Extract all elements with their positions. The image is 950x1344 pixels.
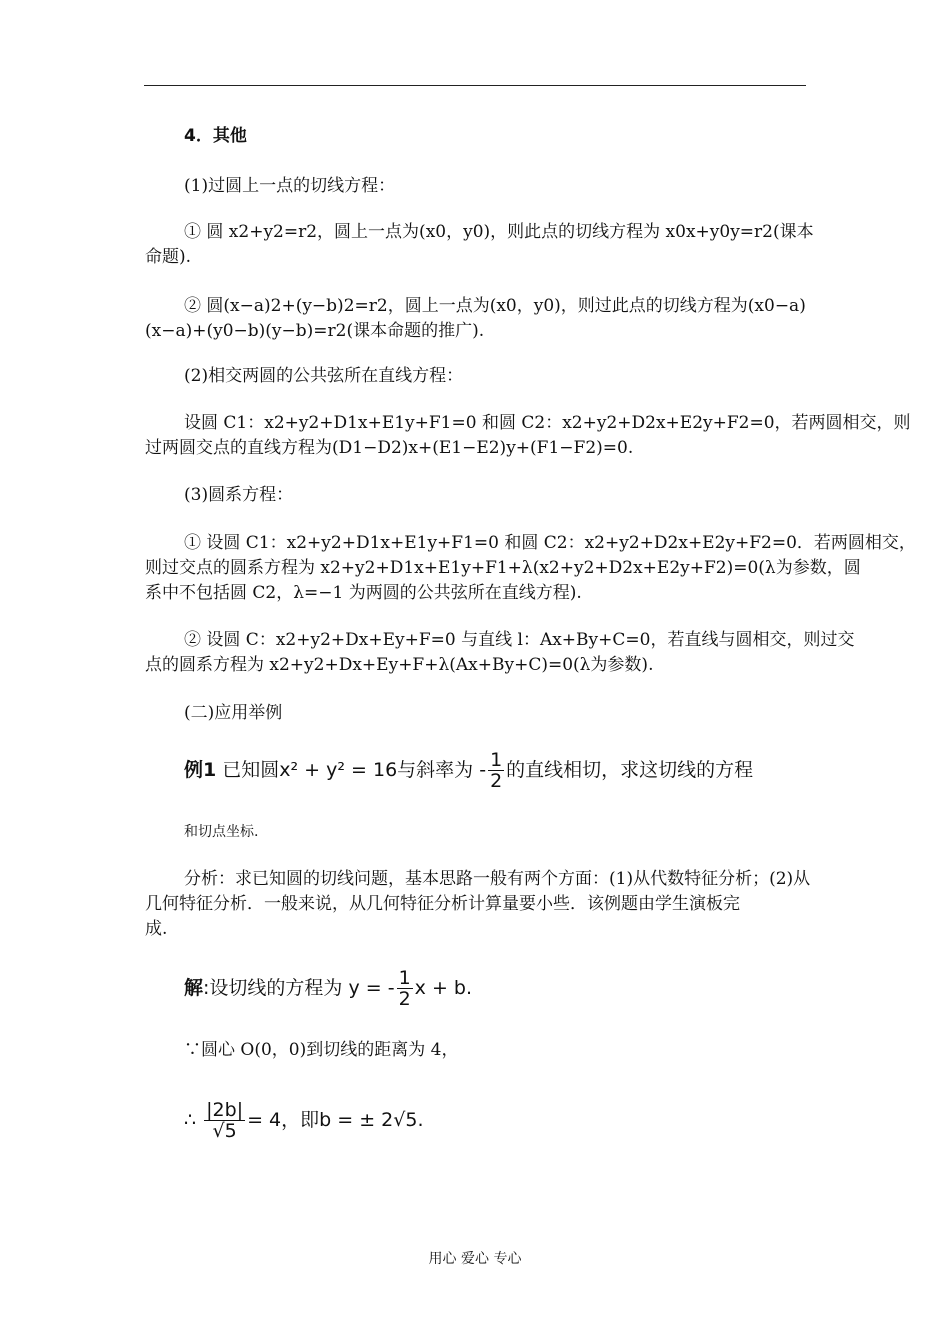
para-4-line-1: ① 设圆 C1：x2+y2+D1x+E1y+F1=0 和圆 C2：x2+y2+D2x+E2y+F2=0．若两圆相交， [184,533,916,553]
para-5-line-2: 点的圆系方程为 x2+y2+Dx+Ey+F+λ(Ax+By+C)=0(λ为参数). [145,655,654,675]
therefore-line [184,1098,846,1142]
subheading-common-chord: (2)相交两圆的公共弦所在直线方程： [184,366,464,386]
example-1 [184,748,846,792]
solution-fraction [397,968,413,1009]
example-text-after: 的直线相切，求这切线的方程 [506,759,754,781]
para-3-line-2: 过两圆交点的直线方程为(D1−D2)x+(E1−E2)y+(F1−F2)=0. [145,438,634,458]
example-fraction-numerator: 1 [490,749,503,771]
para-4-line-2: 则过交点的圆系方程为 x2+y2+D1x+E1y+F1+λ(x2+y2+D2x+E2y+F2)=0(λ为参数，圆 [145,558,861,578]
therefore-fraction-numerator: |2b| [206,1099,244,1121]
analysis-line-3: 成. [145,919,168,939]
solution-line [184,966,846,1010]
example-label: 例1 [184,759,217,781]
analysis-line-1: 分析：求已知圆的切线问题，基本思路一般有两个方面：(1)从代数特征分析；(2)从 [184,869,811,889]
because-line: ∵圆心 O(0，0)到切线的距离为 4， [184,1040,459,1060]
para-1-line-1: ① 圆 x2+y2=r2，圆上一点为(x0，y0)，则此点的切线方程为 x0x+y0y=r2(课本 [184,222,814,242]
therefore-symbol: ∴ [184,1109,197,1131]
example-text-before: 已知圆x² + y² = 16与斜率为 - [222,759,487,781]
subheading-examples: (二)应用举例 [184,703,283,723]
header-rule [144,85,806,86]
para-2-line-1: ② 圆(x−a)2+(y−b)2=r2，圆上一点为(x0，y0)，则过此点的切线方程为(x0−a) [184,296,806,316]
para-5-line-1: ② 设圆 C：x2+y2+Dx+Ey+F=0 与直线 l：Ax+By+C=0，若直线与圆相交，则过交 [184,630,855,650]
solution-text-after: x + b. [414,977,472,999]
example-continuation: 和切点坐标. [184,824,259,840]
therefore-text-after: = 4，即b = ± 2√5. [247,1109,424,1131]
para-2-line-2: (x−a)+(y0−b)(y−b)=r2(课本命题的推广). [145,321,485,341]
analysis-line-2: 几何特征分析．一般来说，从几何特征分析计算量要小些．该例题由学生演板完 [145,894,740,914]
solution-label: 解 [184,977,204,999]
therefore-fraction-denominator: √5 [212,1120,237,1142]
solution-text-before: :设切线的方程为 y = - [203,977,395,999]
subheading-tangent: (1)过圆上一点的切线方程： [184,176,396,196]
para-1-line-2: 命题). [145,247,192,267]
para-3-line-1: 设圆 C1：x2+y2+D1x+E1y+F1=0 和圆 C2：x2+y2+D2x+E2y+F2=0，若两圆相交，则 [184,413,911,433]
subheading-circle-system: (3)圆系方程： [184,485,294,505]
solution-fraction-denominator: 2 [398,988,411,1010]
therefore-fraction [204,1100,245,1141]
example-fraction [488,750,504,791]
para-4-line-3: 系中不包括圆 C2，λ=−1 为两圆的公共弦所在直线方程). [145,583,582,603]
section-title: 4．其他 [184,126,247,146]
page-footer: 用心 爱心 专心 [428,1251,522,1267]
solution-fraction-numerator: 1 [398,967,411,989]
example-fraction-denominator: 2 [490,770,503,792]
